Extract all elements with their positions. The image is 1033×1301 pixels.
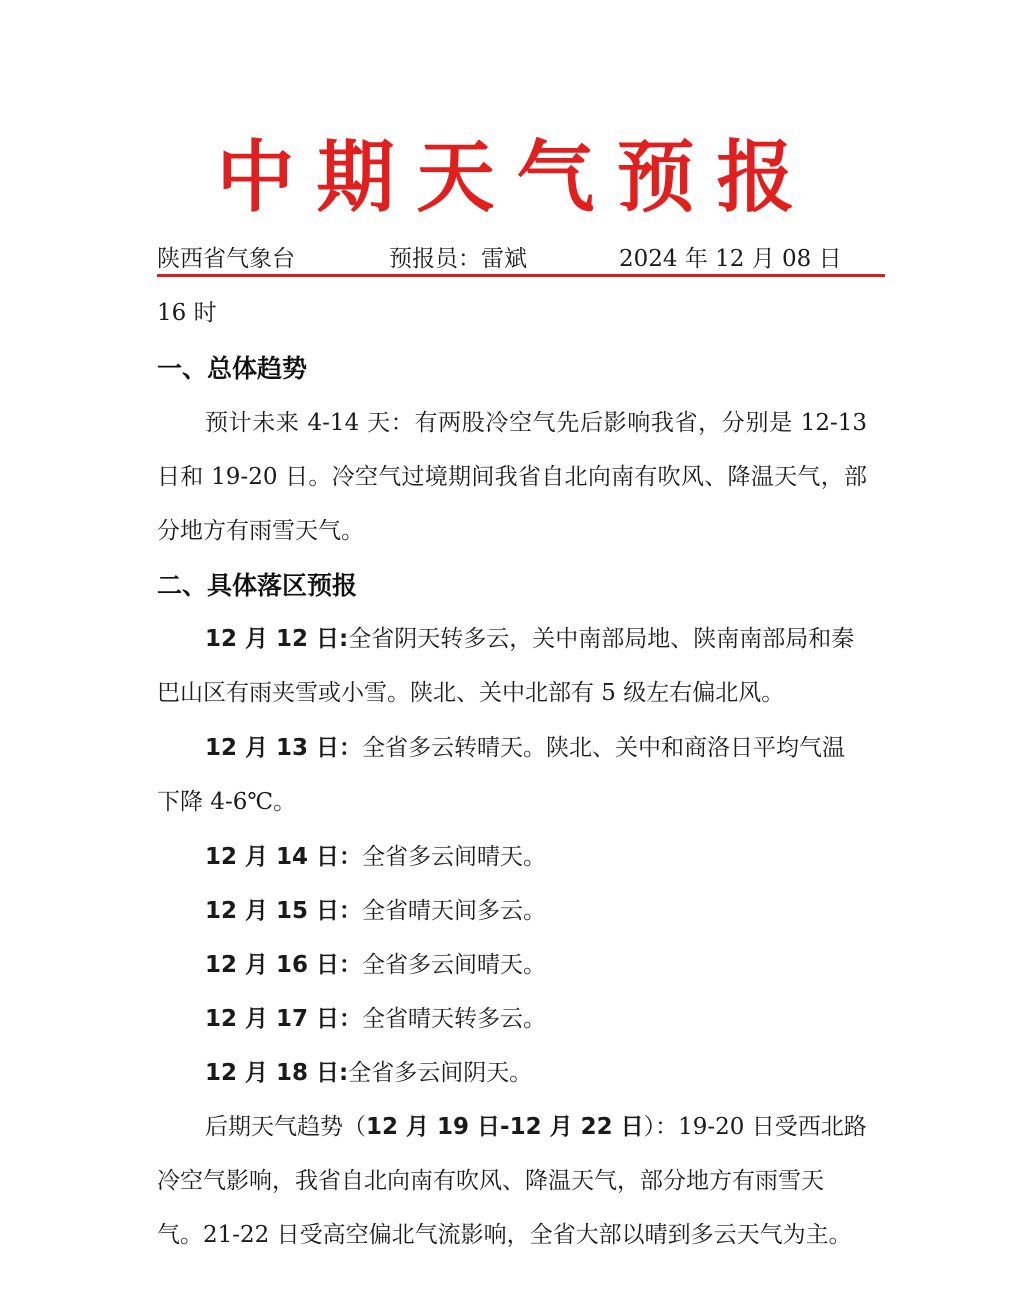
day-forecast-14 [205,841,546,873]
document-header [157,244,885,277]
day-forecast-15 [205,895,546,927]
day-text: 全省晴天间多云。 [362,898,547,924]
later-trend-range: 12 月 19 日-12 月 22 日 [366,1114,644,1140]
day-forecast-16 [205,949,546,981]
section-heading-detail: 二、具体落区预报 [157,571,358,600]
section-heading-overall: 一、总体趋势 [157,354,308,383]
day-label: 12 月 12 日: [205,626,349,652]
day-label: 12 月 18 日: [205,1060,349,1086]
overall-trend-text: 预计未来 4-14 天：有两股冷空气先后影响我省，分别是 12-13 日和 19-20 日。冷空气过境期间我省自北向南有吹风、降温天气，部分地方有雨雪天气。 [157,410,867,544]
day-label: 12 月 16 日： [205,952,363,978]
day-label: 12 月 14 日： [205,844,363,870]
organization-name: 陕西省气象台 [157,246,295,272]
day-text: 全省晴天转多云。 [362,1006,547,1032]
day-text: 全省阴天转多云，关中南部局地、陕南南部局和秦巴山区有雨夹雪或小雪。陕北、关中北部有 5 级左右偏北风。 [157,626,855,706]
issue-time: 16 时 [157,300,217,326]
document-title: 中期天气预报 [216,133,817,223]
day-forecast-18 [205,1057,532,1089]
day-label: 12 月 15 日： [205,898,363,924]
forecaster-name: 预报员：雷斌 [389,246,527,272]
later-trend-prefix: 后期天气趋势（ [205,1114,366,1140]
day-forecast-13 [157,721,867,829]
day-forecast-12 [157,612,867,720]
day-text: 全省多云间晴天。 [362,952,547,978]
day-text: 全省多云间晴天。 [362,844,547,870]
day-text: 全省多云转晴天。陕北、关中和商洛日平均气温下降 4-6℃。 [157,735,846,815]
later-trend [157,1100,867,1262]
day-label: 12 月 13 日： [205,735,363,761]
day-text: 全省多云间阴天。 [348,1060,533,1086]
day-forecast-17 [205,1003,546,1035]
issue-date: 2024 年 12 月 08 日 [619,246,842,272]
later-trend-text: ）：19-20 日受西北路冷空气影响，我省自北向南有吹风、降温天气，部分地方有雨雪天气。21-22 日受高空偏北气流影响，全省大部以晴到多云天气为主。 [157,1114,867,1248]
day-label: 12 月 17 日： [205,1006,363,1032]
